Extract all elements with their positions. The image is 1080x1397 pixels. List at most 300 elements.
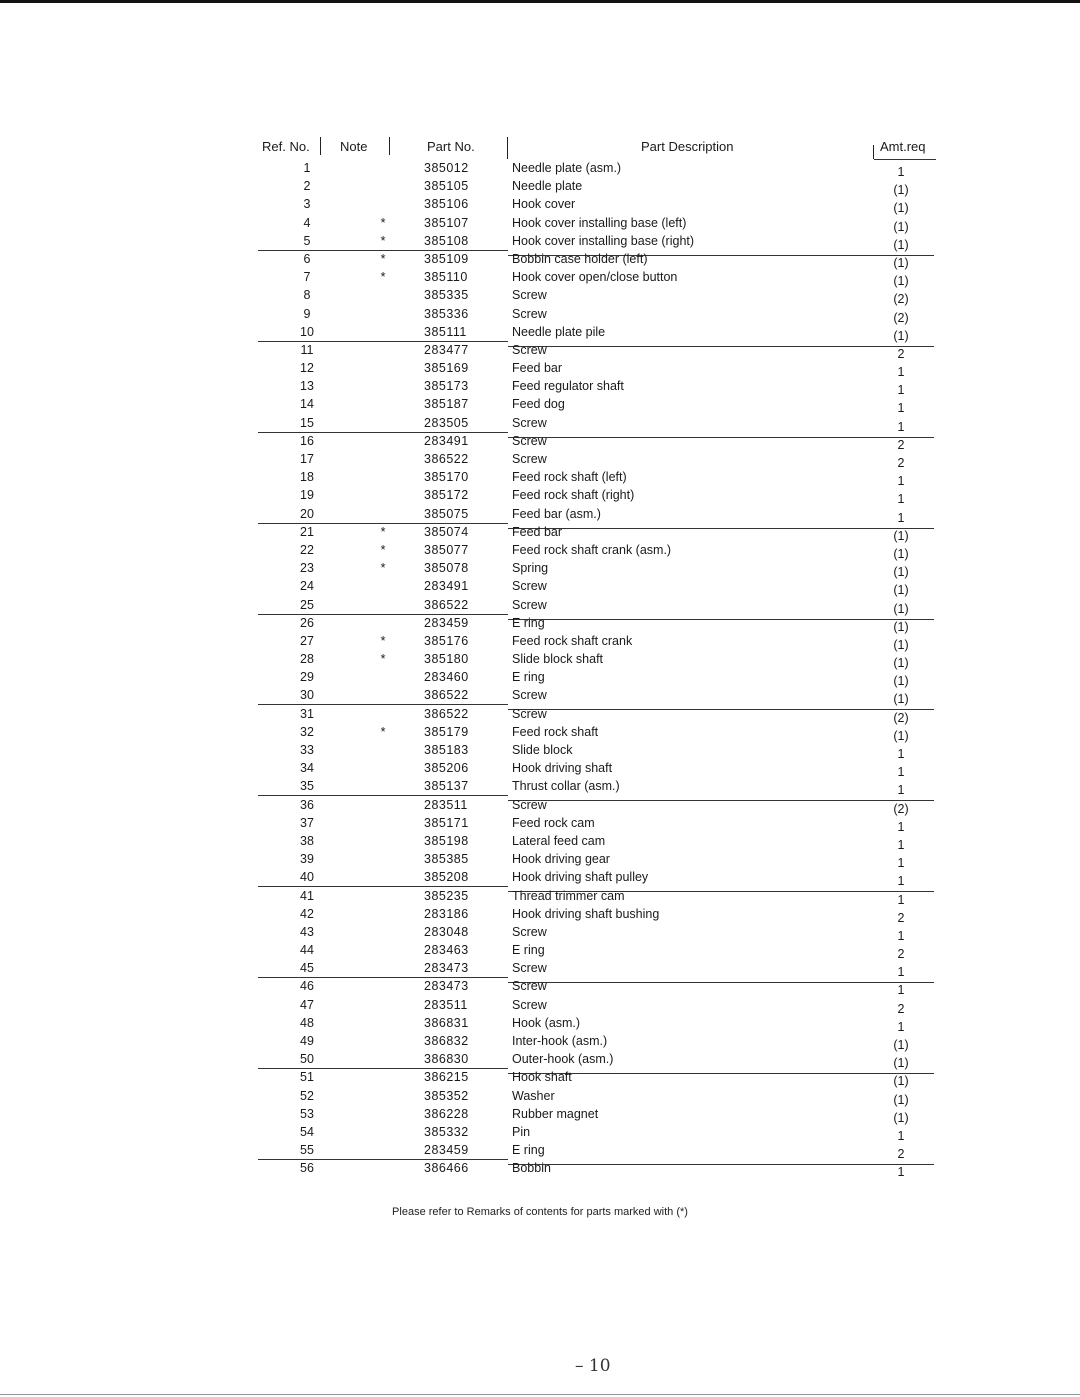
amt-req-cell: (1) xyxy=(893,237,909,252)
ref-no-cell: 44 xyxy=(300,943,314,958)
ref-no-cell: 9 xyxy=(303,306,311,321)
amt-req-cell: 2 xyxy=(897,1147,905,1162)
table-row xyxy=(0,378,1080,396)
note-cell: * xyxy=(380,633,386,648)
amt-req-cell: 1 xyxy=(897,747,905,761)
table-row xyxy=(0,433,1080,451)
ref-no-cell: 54 xyxy=(300,1124,314,1139)
amt-req-cell: 1 xyxy=(897,419,905,434)
note-cell: * xyxy=(380,215,386,230)
parts-footnote: Please refer to Remarks of contents for parts marked with (*) xyxy=(392,1206,688,1218)
part-description-cell: Screw xyxy=(512,979,547,994)
part-description-cell: Feed rock cam xyxy=(512,815,595,830)
table-row xyxy=(0,924,1080,942)
part-description-cell: Feed rock shaft xyxy=(512,724,599,739)
table-row xyxy=(0,360,1080,378)
header-divider xyxy=(320,137,321,155)
part-description-cell: Inter-hook (asm.) xyxy=(512,1034,608,1048)
amt-req-cell: (2) xyxy=(893,801,909,816)
part-description-cell: Screw xyxy=(512,688,547,703)
part-description-cell: Bobbin case holder (left) xyxy=(512,251,648,266)
amt-req-cell: 1 xyxy=(897,892,905,907)
part-no-cell: 385180 xyxy=(424,652,469,667)
part-no-cell: 385187 xyxy=(424,397,469,412)
amt-req-cell: 2 xyxy=(897,346,905,361)
header-part-no: Part No. xyxy=(427,139,475,154)
part-description-cell: Thrust collar (asm.) xyxy=(512,779,620,794)
part-no-cell: 283511 xyxy=(424,797,468,812)
ref-no-cell: 11 xyxy=(300,342,314,357)
header-divider xyxy=(389,137,390,155)
ref-no-cell: 17 xyxy=(300,452,314,466)
ref-no-cell: 38 xyxy=(300,833,314,848)
amt-req-cell: (1) xyxy=(893,601,909,616)
part-no-cell: 283511 xyxy=(424,997,468,1012)
amt-req-cell: (1) xyxy=(893,1074,909,1089)
part-no-cell: 386228 xyxy=(424,1106,469,1121)
amt-req-cell: (1) xyxy=(893,1110,909,1125)
ref-no-cell: 55 xyxy=(300,1143,314,1158)
ref-no-cell: 8 xyxy=(303,288,311,303)
note-cell: * xyxy=(380,524,386,539)
part-no-cell: 385170 xyxy=(424,470,469,485)
ref-no-cell: 26 xyxy=(300,615,314,630)
part-no-cell: 386522 xyxy=(424,452,469,466)
table-row xyxy=(0,542,1080,560)
part-description-cell: Feed rock shaft crank xyxy=(512,633,633,648)
table-row xyxy=(0,1106,1080,1124)
ref-no-cell: 10 xyxy=(300,324,314,339)
ref-no-cell: 16 xyxy=(300,433,314,448)
part-no-cell: 385012 xyxy=(424,161,469,175)
part-description-cell: Lateral feed cam xyxy=(512,833,606,848)
ref-no-cell: 48 xyxy=(300,1015,314,1030)
table-row xyxy=(0,869,1080,887)
part-description-cell: Hook cover xyxy=(512,197,576,212)
part-description-cell: Bobbin xyxy=(512,1161,551,1176)
amt-req-cell: 2 xyxy=(897,456,905,470)
ref-no-cell: 22 xyxy=(300,542,314,557)
amt-req-cell: (1) xyxy=(893,619,909,634)
table-row xyxy=(0,942,1080,960)
ref-no-cell: 35 xyxy=(300,779,314,794)
ref-no-cell: 50 xyxy=(300,1052,314,1067)
amt-req-cell: 2 xyxy=(897,1001,905,1016)
part-description-cell: Needle plate (asm.) xyxy=(512,161,622,175)
part-no-cell: 386466 xyxy=(424,1161,469,1176)
part-description-cell: E ring xyxy=(512,615,545,630)
note-cell: * xyxy=(380,724,386,739)
amt-req-cell: (1) xyxy=(893,328,909,343)
amt-req-cell: 1 xyxy=(897,965,905,980)
amt-req-cell: 1 xyxy=(897,1165,905,1180)
table-row xyxy=(0,269,1080,287)
part-description-cell: Screw xyxy=(512,997,547,1012)
part-description-cell: E ring xyxy=(512,943,545,958)
ref-no-cell: 23 xyxy=(300,561,314,576)
header-part-description: Part Description xyxy=(641,139,734,154)
note-cell: * xyxy=(380,233,386,248)
part-no-cell: 385109 xyxy=(424,251,469,266)
table-row xyxy=(0,633,1080,651)
part-description-cell: Hook driving gear xyxy=(512,852,610,867)
part-description-cell: Feed rock shaft (left) xyxy=(512,470,627,485)
ref-no-cell: 27 xyxy=(300,633,314,648)
part-description-cell: Hook (asm.) xyxy=(512,1015,581,1030)
ref-no-cell: 21 xyxy=(300,524,314,539)
table-row xyxy=(0,396,1080,414)
part-no-cell: 385169 xyxy=(424,361,469,376)
amt-req-cell: 1 xyxy=(897,365,905,380)
part-no-cell: 283491 xyxy=(424,433,469,448)
part-description-cell: Spring xyxy=(512,561,549,576)
amt-req-cell: (1) xyxy=(893,656,909,671)
amt-req-cell: 2 xyxy=(897,437,905,452)
part-description-cell: Screw xyxy=(512,452,547,466)
part-no-cell: 283477 xyxy=(424,342,469,357)
header-divider xyxy=(873,145,874,159)
part-description-cell: Screw xyxy=(512,924,547,939)
table-row xyxy=(0,833,1080,851)
part-no-cell: 386522 xyxy=(424,688,469,703)
part-description-cell: Screw xyxy=(512,797,547,812)
table-row xyxy=(0,797,1080,815)
part-description-cell: Needle plate pile xyxy=(512,324,606,339)
amt-req-cell: (2) xyxy=(893,310,909,325)
ref-no-cell: 30 xyxy=(300,688,314,703)
table-row xyxy=(0,251,1080,269)
ref-no-cell: 36 xyxy=(300,797,314,812)
note-cell: * xyxy=(380,251,386,266)
part-no-cell: 385111 xyxy=(424,324,467,339)
amt-req-cell: 1 xyxy=(897,510,905,525)
table-row xyxy=(0,960,1080,978)
table-row xyxy=(0,160,1080,178)
amt-req-cell: 1 xyxy=(897,819,905,834)
table-row xyxy=(0,578,1080,596)
table-row xyxy=(0,978,1080,996)
part-no-cell: 385077 xyxy=(424,542,469,557)
ref-no-cell: 6 xyxy=(303,251,311,266)
part-no-cell: 385336 xyxy=(424,306,469,321)
part-no-cell: 385171 xyxy=(424,815,469,830)
page-number: – 10 xyxy=(575,1356,611,1376)
amt-req-cell: (1) xyxy=(893,528,909,543)
part-description-cell: Hook cover installing base (right) xyxy=(512,233,695,248)
ref-no-cell: 20 xyxy=(300,506,314,521)
part-description-cell: Hook driving shaft xyxy=(512,761,613,776)
amt-req-cell: (1) xyxy=(893,219,909,234)
table-row xyxy=(0,997,1080,1015)
part-description-cell: E ring xyxy=(512,1143,545,1158)
table-row xyxy=(0,906,1080,924)
table-row xyxy=(0,342,1080,360)
ref-no-cell: 34 xyxy=(300,761,314,776)
part-no-cell: 283473 xyxy=(424,961,469,976)
amt-req-cell: 1 xyxy=(897,856,905,871)
amt-req-cell: (1) xyxy=(893,1092,909,1107)
table-row xyxy=(0,415,1080,433)
table-row xyxy=(0,1142,1080,1160)
part-description-cell: Thread trimmer cam xyxy=(512,888,625,903)
amt-req-cell: 2 xyxy=(897,947,905,962)
note-cell: * xyxy=(380,652,386,667)
part-no-cell: 283460 xyxy=(424,670,469,685)
part-no-cell: 385335 xyxy=(424,288,469,303)
ref-no-cell: 49 xyxy=(300,1034,314,1048)
amt-req-cell: (1) xyxy=(893,583,909,598)
ref-no-cell: 46 xyxy=(300,979,314,994)
part-no-cell: 385235 xyxy=(424,888,469,903)
ref-no-cell: 4 xyxy=(303,215,311,230)
part-description-cell: Feed bar xyxy=(512,361,563,376)
table-row xyxy=(0,506,1080,524)
amt-req-cell: 1 xyxy=(897,783,905,798)
note-cell: * xyxy=(380,561,386,576)
part-description-cell: Feed bar (asm.) xyxy=(512,506,601,521)
ref-no-cell: 2 xyxy=(303,179,311,194)
part-no-cell: 385173 xyxy=(424,379,469,394)
table-row xyxy=(0,178,1080,196)
ref-no-cell: 19 xyxy=(300,488,314,503)
ref-no-cell: 56 xyxy=(300,1161,314,1176)
part-no-cell: 283459 xyxy=(424,1143,469,1158)
part-no-cell: 386831 xyxy=(424,1015,469,1030)
ref-no-cell: 14 xyxy=(300,397,314,412)
part-description-cell: Washer xyxy=(512,1088,555,1103)
part-no-cell: 386830 xyxy=(424,1052,469,1067)
table-row xyxy=(0,451,1080,469)
table-row xyxy=(0,888,1080,906)
part-no-cell: 283491 xyxy=(424,579,469,594)
table-row xyxy=(0,560,1080,578)
ref-no-cell: 3 xyxy=(303,197,311,212)
table-row xyxy=(0,287,1080,305)
part-description-cell: Hook driving shaft pulley xyxy=(512,870,649,885)
part-description-cell: Feed dog xyxy=(512,397,565,412)
table-row xyxy=(0,651,1080,669)
ref-no-cell: 24 xyxy=(300,579,314,594)
table-row xyxy=(0,196,1080,214)
amt-req-cell: 1 xyxy=(897,165,905,179)
part-no-cell: 385078 xyxy=(424,561,469,576)
table-row xyxy=(0,706,1080,724)
part-no-cell: 386522 xyxy=(424,597,469,612)
part-no-cell: 385105 xyxy=(424,179,469,194)
amt-req-cell: 1 xyxy=(897,874,905,889)
ref-no-cell: 31 xyxy=(300,706,314,721)
part-no-cell: 283505 xyxy=(424,415,469,430)
header-amt-req: Amt.req xyxy=(880,139,926,154)
header-note: Note xyxy=(340,139,368,154)
note-cell: * xyxy=(380,270,386,285)
table-row xyxy=(0,524,1080,542)
part-no-cell: 385107 xyxy=(424,215,469,230)
amt-req-cell: 1 xyxy=(897,401,905,416)
part-description-cell: Hook shaft xyxy=(512,1070,572,1085)
part-description-cell: Screw xyxy=(512,433,547,448)
part-no-cell: 385385 xyxy=(424,852,469,867)
table-row xyxy=(0,306,1080,324)
part-description-cell: Screw xyxy=(512,961,547,976)
table-row xyxy=(0,1033,1080,1051)
ref-no-cell: 29 xyxy=(300,670,314,685)
ref-no-cell: 28 xyxy=(300,652,314,667)
part-description-cell: Hook cover open/close button xyxy=(512,270,678,285)
part-no-cell: 385108 xyxy=(424,233,469,248)
part-description-cell: Rubber magnet xyxy=(512,1106,599,1121)
amt-req-cell: 1 xyxy=(897,474,905,489)
table-row xyxy=(0,1069,1080,1087)
ref-no-cell: 1 xyxy=(303,161,311,175)
part-description-cell: Slide block xyxy=(512,743,573,757)
ref-no-cell: 40 xyxy=(300,870,314,885)
part-no-cell: 386832 xyxy=(424,1034,469,1048)
part-no-cell: 385183 xyxy=(424,743,469,757)
part-no-cell: 386522 xyxy=(424,706,469,721)
part-no-cell: 283048 xyxy=(424,924,469,939)
part-description-cell: Screw xyxy=(512,706,547,721)
part-description-cell: Needle plate xyxy=(512,179,583,194)
amt-req-cell: (1) xyxy=(893,183,909,198)
table-row xyxy=(0,233,1080,251)
part-no-cell: 385176 xyxy=(424,633,469,648)
part-no-cell: 385075 xyxy=(424,506,469,521)
header-ref-no: Ref. No. xyxy=(262,139,310,154)
amt-req-cell: (1) xyxy=(893,1056,909,1071)
amt-req-cell: 1 xyxy=(897,837,905,852)
ref-no-cell: 53 xyxy=(300,1106,314,1121)
table-row xyxy=(0,487,1080,505)
table-row xyxy=(0,215,1080,233)
table-row xyxy=(0,1088,1080,1106)
ref-no-cell: 12 xyxy=(300,361,314,376)
amt-req-cell: (1) xyxy=(893,674,909,689)
table-row xyxy=(0,615,1080,633)
ref-no-cell: 47 xyxy=(300,997,314,1012)
ref-no-cell: 32 xyxy=(300,724,314,739)
part-no-cell: 386215 xyxy=(424,1070,469,1085)
part-description-cell: Feed rock shaft crank (asm.) xyxy=(512,542,672,557)
ref-no-cell: 25 xyxy=(300,597,314,612)
table-row xyxy=(0,1051,1080,1069)
amt-req-cell: 1 xyxy=(897,492,905,507)
part-no-cell: 385172 xyxy=(424,488,469,503)
table-row xyxy=(0,669,1080,687)
part-no-cell: 385352 xyxy=(424,1088,469,1103)
part-description-cell: Screw xyxy=(512,415,547,430)
amt-req-cell: (2) xyxy=(893,710,909,725)
part-description-cell: Screw xyxy=(512,342,547,357)
amt-req-cell: (1) xyxy=(893,565,909,580)
ref-no-cell: 42 xyxy=(300,906,314,921)
table-row xyxy=(0,1160,1080,1178)
part-no-cell: 385208 xyxy=(424,870,469,885)
part-description-cell: Screw xyxy=(512,579,547,594)
ref-no-cell: 43 xyxy=(300,924,314,939)
ref-no-cell: 15 xyxy=(300,415,314,430)
table-row xyxy=(0,742,1080,760)
part-no-cell: 283463 xyxy=(424,943,469,958)
table-row xyxy=(0,687,1080,705)
ref-no-cell: 7 xyxy=(303,270,311,285)
part-description-cell: Feed regulator shaft xyxy=(512,379,624,394)
amt-req-cell: 1 xyxy=(897,383,905,398)
ref-no-cell: 45 xyxy=(300,961,314,976)
note-cell: * xyxy=(380,542,386,557)
ref-no-cell: 52 xyxy=(300,1088,314,1103)
amt-req-cell: (1) xyxy=(893,274,909,289)
table-row xyxy=(0,815,1080,833)
amt-req-cell: (2) xyxy=(893,292,909,307)
part-no-cell: 385137 xyxy=(424,779,469,794)
page-bottom-rule xyxy=(0,1394,1080,1395)
table-row xyxy=(0,778,1080,796)
table-row xyxy=(0,324,1080,342)
part-no-cell: 385206 xyxy=(424,761,469,776)
ref-no-cell: 13 xyxy=(300,379,314,394)
part-description-cell: Pin xyxy=(512,1124,531,1139)
part-description-cell: Feed rock shaft (right) xyxy=(512,488,635,503)
table-row xyxy=(0,1124,1080,1142)
part-no-cell: 385110 xyxy=(424,270,468,285)
ref-no-cell: 51 xyxy=(300,1070,314,1085)
table-row xyxy=(0,851,1080,869)
ref-no-cell: 18 xyxy=(300,470,314,485)
parts-table-body xyxy=(0,160,1080,1179)
amt-req-cell: (1) xyxy=(893,546,909,561)
part-description-cell: Feed bar xyxy=(512,524,563,539)
amt-req-cell: (1) xyxy=(893,637,909,652)
table-row xyxy=(0,724,1080,742)
amt-req-cell: 1 xyxy=(897,1128,905,1143)
part-description-cell: Screw xyxy=(512,306,547,321)
amt-req-cell: (1) xyxy=(893,692,909,707)
part-description-cell: Slide block shaft xyxy=(512,652,604,667)
table-row xyxy=(0,469,1080,487)
part-no-cell: 283186 xyxy=(424,906,469,921)
amt-req-cell: (1) xyxy=(893,255,909,270)
part-description-cell: Outer-hook (asm.) xyxy=(512,1052,614,1067)
part-description-cell: Screw xyxy=(512,288,547,303)
amt-req-cell: 1 xyxy=(897,928,905,943)
ref-no-cell: 39 xyxy=(300,852,314,867)
part-no-cell: 283473 xyxy=(424,979,469,994)
part-no-cell: 385198 xyxy=(424,833,469,848)
ref-no-cell: 5 xyxy=(303,233,311,248)
part-no-cell: 385179 xyxy=(424,724,469,739)
part-no-cell: 385074 xyxy=(424,524,469,539)
amt-req-cell: (1) xyxy=(893,728,909,743)
ref-no-cell: 37 xyxy=(300,815,314,830)
table-row xyxy=(0,1015,1080,1033)
amt-req-cell: (1) xyxy=(893,1038,909,1052)
part-description-cell: E ring xyxy=(512,670,545,685)
part-no-cell: 385106 xyxy=(424,197,469,212)
page-top-rule xyxy=(0,0,1080,3)
part-description-cell: Screw xyxy=(512,597,547,612)
header-divider xyxy=(507,137,508,159)
amt-req-cell: 1 xyxy=(897,983,905,998)
table-row xyxy=(0,597,1080,615)
part-description-cell: Hook driving shaft bushing xyxy=(512,906,660,921)
amt-req-cell: (1) xyxy=(893,201,909,216)
part-description-cell: Hook cover installing base (left) xyxy=(512,215,687,230)
ref-no-cell: 33 xyxy=(300,743,314,757)
ref-no-cell: 41 xyxy=(300,888,314,903)
amt-req-cell: 1 xyxy=(897,765,905,780)
part-no-cell: 385332 xyxy=(424,1124,469,1139)
